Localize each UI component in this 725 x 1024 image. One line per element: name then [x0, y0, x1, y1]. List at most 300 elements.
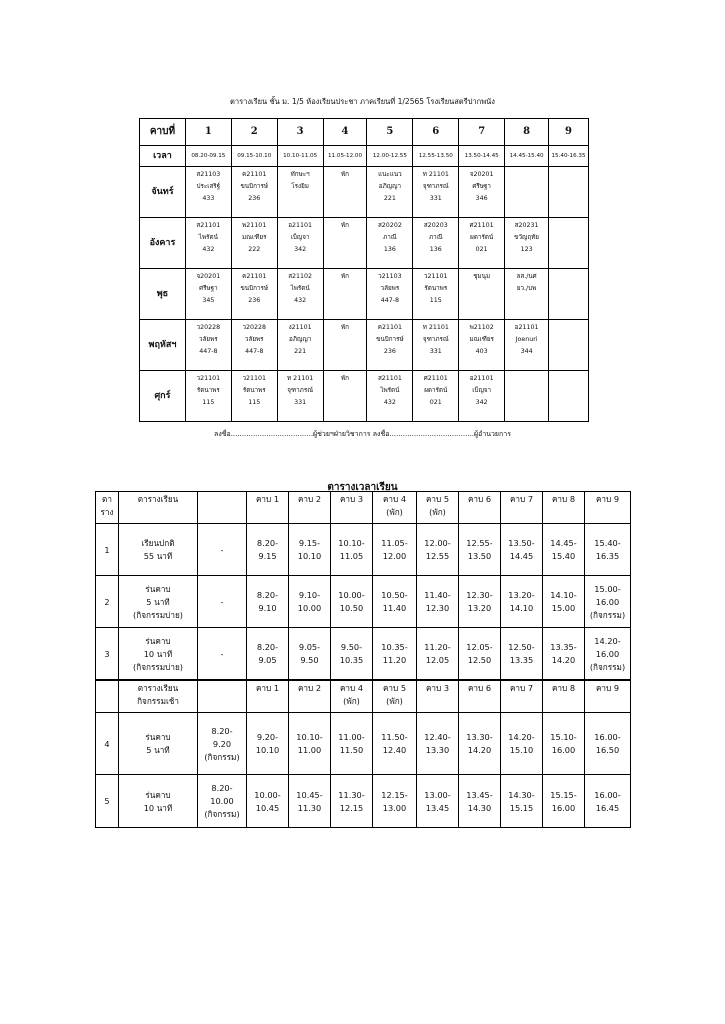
- time-cell-line: 8.20-: [256, 590, 279, 600]
- time-cell-line: 12.15-: [381, 789, 408, 800]
- class-cell-line: 331: [294, 399, 307, 406]
- time-cell: [459, 576, 501, 628]
- day-row: [140, 218, 589, 269]
- class-cell: [549, 269, 589, 320]
- time-cell: [501, 576, 543, 628]
- class-cell: [277, 218, 323, 269]
- class-cell: [323, 320, 367, 371]
- timetable-row: [96, 576, 631, 628]
- timetable-title: ตารางเวลาเรียน: [327, 482, 398, 493]
- time-cell: 12.55-13.50: [413, 146, 459, 167]
- class-cell-line: [505, 193, 548, 205]
- class-cell-line: [324, 334, 367, 346]
- class-cell-line: จุฑาภรณ์: [422, 336, 449, 343]
- time-cell-line: 15.40-: [594, 538, 621, 548]
- class-cell-line: [505, 181, 548, 193]
- time-cell-line: 16.00: [595, 596, 620, 607]
- row-name-line: ร่นคาบ: [145, 583, 171, 594]
- class-cell: [413, 371, 459, 422]
- timetable-row: [96, 775, 631, 828]
- class-cell-line: วลัยพร: [380, 285, 400, 292]
- timetable-header-row: [96, 492, 631, 524]
- row-name-line: 55 นาที: [143, 551, 173, 561]
- class-cell-line: จ20201: [196, 273, 221, 280]
- class-cell-line: 331: [429, 348, 442, 355]
- time-cell: [289, 628, 331, 681]
- class-cell-line: ไพรัตน์: [198, 234, 218, 241]
- header-cell-line: คาบ 4: [382, 494, 407, 504]
- time-cell-line: 14.10-: [550, 590, 577, 600]
- time-row: [140, 146, 589, 167]
- class-cell: [459, 167, 505, 218]
- class-cell-line: [549, 334, 588, 346]
- class-cell-line: 342: [475, 399, 488, 406]
- class-cell-line: [549, 346, 588, 358]
- time-cell: [373, 775, 417, 828]
- class-cell-line: วลัยพร: [199, 336, 218, 343]
- row-name-line: 5 นาที: [146, 596, 170, 607]
- class-cell-line: ทักษะฯ: [290, 171, 310, 178]
- time-cell: [331, 775, 373, 828]
- class-cell: [413, 218, 459, 269]
- class-cell-line: ท 21101: [422, 171, 449, 178]
- time-cell-line: 9.05-: [298, 642, 321, 652]
- class-cell: [459, 269, 505, 320]
- time-cell-line: 14.20-: [594, 635, 621, 646]
- time-cell-line: 14.20: [551, 655, 576, 665]
- class-cell: [549, 371, 589, 422]
- header-cell: [119, 680, 198, 713]
- class-cell-line: 433: [202, 195, 215, 202]
- class-cell-line: [549, 232, 588, 244]
- header-cell-line: ตารางเรียน: [137, 683, 179, 693]
- time-cell: [459, 775, 501, 828]
- class-cell: [185, 167, 231, 218]
- class-cell-line: 331: [429, 195, 442, 202]
- row-name: [119, 775, 198, 828]
- time-cell: [501, 775, 543, 828]
- time-cell-line: 13.30: [425, 745, 450, 755]
- class-cell-line: จุฑาภรณ์: [422, 183, 449, 190]
- time-cell: [417, 713, 459, 775]
- header-cell: [96, 680, 119, 713]
- time-cell-line: 8.20-: [256, 538, 279, 548]
- time-cell-line: 10.10-: [296, 732, 323, 742]
- class-cell-line: [549, 220, 588, 232]
- class-cell-line: โรงยิม: [291, 183, 309, 190]
- period-number: 6: [413, 119, 459, 146]
- class-cell-line: 222: [248, 246, 261, 253]
- class-cell-line: 432: [383, 399, 396, 406]
- time-cell-line: 12.40-: [424, 732, 451, 742]
- class-cell-line: ภาณี: [429, 234, 443, 241]
- time-cell: [501, 713, 543, 775]
- time-cell: 15.40-16.35: [549, 146, 589, 167]
- row-number: 5: [96, 775, 119, 828]
- class-cell-line: 221: [294, 348, 307, 355]
- time-cell-line: 14.45: [509, 551, 534, 561]
- class-cell-line: 115: [248, 399, 261, 406]
- class-cell-line: ลส./นศ: [516, 273, 537, 280]
- class-cell-line: [549, 397, 588, 409]
- class-cell-line: [505, 295, 548, 307]
- period-label: คาบที่: [140, 119, 186, 146]
- class-cell-line: จุฑาภรณ์: [287, 387, 314, 394]
- class-cell-line: [505, 397, 548, 409]
- row-number: 1: [96, 524, 119, 576]
- class-cell-line: 432: [294, 297, 307, 304]
- header-cell: คาบ 6: [459, 492, 501, 524]
- time-cell: [585, 713, 631, 775]
- time-label: เวลา: [140, 146, 186, 167]
- time-cell-line: 13.45-: [466, 789, 493, 800]
- row-name: [119, 713, 198, 775]
- timetable-header-row-2: [96, 680, 631, 713]
- class-cell: [459, 218, 505, 269]
- time-cell: [585, 628, 631, 681]
- class-cell-line: [549, 169, 588, 181]
- class-cell-line: [278, 193, 323, 205]
- header-cell-line: คาบ 5: [425, 494, 450, 504]
- class-cell-line: 236: [248, 195, 261, 202]
- header-cell-line: (พัก): [386, 696, 403, 706]
- time-cell-line: 11.40-: [424, 590, 451, 600]
- time-cell-line: 9.10: [258, 603, 277, 613]
- time-cell-line: 10.50: [339, 603, 364, 613]
- time-cell: [247, 628, 289, 681]
- day-name: ศุกร์: [140, 371, 186, 422]
- class-cell: [231, 320, 277, 371]
- time-cell-line: 16.00: [551, 745, 576, 755]
- time-cell-line: 16.00: [551, 802, 576, 813]
- class-cell-line: [549, 295, 588, 307]
- class-cell: [231, 218, 277, 269]
- header-cell: คาบ 9: [585, 492, 631, 524]
- class-cell-line: ส20203: [423, 222, 448, 229]
- class-cell: [277, 320, 323, 371]
- row-extra-line: (กิจกรรม): [204, 809, 240, 819]
- time-cell: [289, 713, 331, 775]
- class-cell-line: [324, 385, 367, 397]
- time-cell-line: 13.00: [382, 802, 407, 813]
- header-cell-line: (พัก): [429, 507, 446, 517]
- time-cell-line: 13.20: [467, 603, 492, 613]
- time-cell-line: 9.15: [258, 551, 277, 561]
- class-cell-line: [549, 193, 588, 205]
- class-cell-line: 021: [429, 399, 442, 406]
- class-cell-line: ว20228: [242, 324, 267, 331]
- class-cell-line: [505, 373, 548, 385]
- row-extra-line: 8.20-: [211, 725, 233, 736]
- class-cell-line: ว21103: [378, 273, 402, 280]
- header-cell: คาบ 7: [501, 680, 543, 713]
- class-cell: [549, 320, 589, 371]
- row-name-line: เรียนปกติ: [141, 538, 175, 548]
- time-cell-line: 11.20-: [424, 642, 451, 652]
- class-cell-line: จ20201: [469, 171, 494, 178]
- header-cell-line: คาบ 5: [382, 683, 407, 693]
- header-cell-line: ราง: [100, 507, 114, 517]
- time-cell-line: 16.00-: [594, 789, 621, 800]
- class-cell-line: ผดารัตน์: [424, 387, 448, 394]
- class-cell-line: ว21101: [242, 375, 267, 382]
- period-number: 4: [323, 119, 367, 146]
- time-cell-line: 11.05: [339, 551, 364, 561]
- day-row: [140, 320, 589, 371]
- time-cell-line: 10.00-: [338, 590, 365, 600]
- time-cell-line: 12.00: [382, 551, 407, 561]
- class-cell-line: 115: [202, 399, 215, 406]
- time-cell-line: 13.00-: [424, 789, 451, 800]
- time-cell-line: 10.10: [297, 551, 322, 561]
- class-cell-line: ค21101: [242, 171, 267, 178]
- header-cell: [373, 492, 417, 524]
- class-cell-line: ชุมนุม: [473, 273, 491, 280]
- class-cell-line: พัก: [341, 222, 349, 229]
- period-number: 5: [367, 119, 413, 146]
- row-extra: [198, 775, 247, 828]
- row-extra: -: [198, 576, 247, 628]
- class-cell: [367, 371, 413, 422]
- time-cell-line: 16.50: [595, 745, 620, 755]
- class-cell-line: มณเฑียร: [469, 336, 494, 343]
- time-cell: 09.15-10.10: [231, 146, 277, 167]
- class-cell-line: ขนบิการษ์: [240, 183, 268, 190]
- period-header-row: [140, 119, 589, 146]
- signature-line: ลงชื่อ.....................................ผู้ช่วยฯฝ่ายวิชาการ ลงชื่อ......................................ผู้อำนวยการ: [214, 430, 511, 438]
- time-cell-line: 16.00-: [594, 732, 621, 742]
- time-cell-line: 9.05: [258, 655, 277, 665]
- header-cell: คาบ 8: [543, 680, 585, 713]
- class-cell-line: ศรีษฐา: [199, 285, 218, 292]
- class-cell-line: [549, 244, 588, 256]
- time-cell-line: 9.50: [300, 655, 319, 665]
- class-cell-line: [324, 244, 367, 256]
- time-cell: [417, 576, 459, 628]
- time-cell: 08.20-09.15: [185, 146, 231, 167]
- row-extra-line: 8.20-: [211, 783, 233, 793]
- time-cell-line: 14.20-: [508, 732, 535, 742]
- class-cell-line: [324, 283, 367, 295]
- row-name-line: 10 นาที: [143, 648, 173, 659]
- class-cell: [505, 218, 549, 269]
- class-cell: [231, 167, 277, 218]
- period-number: 1: [185, 119, 231, 146]
- time-cell-line: 16.45: [595, 802, 620, 813]
- header-cell: คาบ 3: [417, 680, 459, 713]
- time-cell-line: 16.00: [595, 648, 620, 659]
- time-cell-line: 14.10: [509, 603, 534, 613]
- row-name-line: ร่นคาบ: [145, 789, 171, 800]
- class-cell-line: [549, 181, 588, 193]
- time-cell: [289, 775, 331, 828]
- time-cell-line: 10.10-: [338, 538, 365, 548]
- class-cell-line: ว21101: [424, 273, 448, 280]
- class-cell: [323, 269, 367, 320]
- class-cell: [413, 320, 459, 371]
- time-cell: [247, 775, 289, 828]
- time-cell-line: 9.20-: [256, 732, 279, 742]
- class-cell-line: พ21101: [242, 222, 267, 229]
- time-cell: [373, 576, 417, 628]
- time-cell-line: 12.55: [425, 551, 450, 561]
- class-cell-line: ว21101: [196, 375, 221, 382]
- time-cell-line: 10.35: [339, 655, 364, 665]
- header-cell-line: คาบ 4: [339, 683, 364, 693]
- class-cell: [323, 371, 367, 422]
- class-cell-line: ง21101: [288, 324, 312, 331]
- day-name: พุธ: [140, 269, 186, 320]
- class-cell-line: ศ21101: [469, 222, 494, 229]
- class-cell: [323, 218, 367, 269]
- time-cell-line: 10.00-: [254, 789, 281, 800]
- class-cell-line: 136: [383, 246, 396, 253]
- row-extra-line: 9.20: [212, 738, 232, 749]
- class-cell: [185, 371, 231, 422]
- class-cell-line: 447-8: [245, 348, 264, 355]
- class-cell-line: [549, 385, 588, 397]
- time-cell: [543, 524, 585, 576]
- class-cell-line: ส21102: [288, 273, 313, 280]
- period-number: 8: [505, 119, 549, 146]
- header-cell: คาบ 1: [247, 680, 289, 713]
- class-cell-line: [549, 373, 588, 385]
- row-extra: -: [198, 524, 247, 576]
- time-cell: 13.50-14.45: [459, 146, 505, 167]
- class-cell: [413, 269, 459, 320]
- class-cell-line: ค21101: [377, 324, 403, 331]
- time-cell: 12.00-12.55: [367, 146, 413, 167]
- time-cell-line: 14.30: [467, 802, 492, 813]
- time-cell: [543, 576, 585, 628]
- class-cell: [367, 320, 413, 371]
- time-cell-line: 9.15-: [298, 538, 321, 548]
- header-cell: [198, 680, 247, 713]
- time-cell-line: 10.45: [255, 802, 280, 813]
- period-time-table: [95, 491, 631, 828]
- time-cell: [543, 713, 585, 775]
- row-name-line: (กิจกรรมบ่าย): [133, 609, 183, 620]
- row-number: 2: [96, 576, 119, 628]
- class-cell: [185, 269, 231, 320]
- period-number: 2: [231, 119, 277, 146]
- time-cell-line: 12.30-: [466, 590, 493, 600]
- header-cell: [417, 492, 459, 524]
- time-cell-line: 11.00-: [338, 732, 365, 742]
- class-cell-line: Joenuri: [515, 336, 538, 343]
- class-cell-line: ส21103: [196, 171, 221, 178]
- header-cell: ตารางเรียน: [119, 492, 198, 524]
- class-cell-line: ว20228: [196, 324, 221, 331]
- class-cell: [367, 269, 413, 320]
- class-cell-line: ไพรัตน์: [290, 285, 310, 292]
- class-cell-line: ค21101: [242, 273, 267, 280]
- time-cell-line: 8.20-: [256, 642, 279, 652]
- header-cell-line: ตา: [102, 494, 112, 504]
- day-name: จันทร์: [140, 167, 186, 218]
- class-cell: [277, 167, 323, 218]
- time-cell-line: 10.45-: [296, 789, 323, 800]
- time-cell-line: 12.00-: [424, 538, 451, 548]
- row-name: [119, 576, 198, 628]
- class-cell-line: ประเสริฐ์: [196, 183, 221, 190]
- header-cell-line: (พัก): [386, 507, 403, 517]
- time-cell-line: 13.50-: [508, 538, 535, 548]
- time-cell: [585, 524, 631, 576]
- class-cell-line: 123: [520, 246, 533, 253]
- class-cell-line: อ21101: [469, 375, 494, 382]
- time-cell: [247, 713, 289, 775]
- class-schedule-table: [139, 118, 589, 422]
- time-cell-line: 14.45-: [550, 538, 577, 548]
- period-number: 9: [549, 119, 589, 146]
- class-cell-line: 115: [429, 297, 442, 304]
- time-cell-line: 15.00-: [594, 583, 621, 594]
- day-name: พฤหัสฯ: [140, 320, 186, 371]
- time-cell: [417, 775, 459, 828]
- timetable-row: [96, 628, 631, 681]
- time-cell-line: 11.20: [382, 655, 407, 665]
- time-cell-line: 11.30-: [338, 789, 365, 800]
- class-cell-line: [324, 295, 367, 307]
- class-cell-line: ส21101: [377, 375, 402, 382]
- class-cell-line: พัก: [341, 171, 349, 178]
- class-cell: [277, 269, 323, 320]
- row-extra: -: [198, 628, 247, 681]
- class-cell-line: เบ็ญจา: [290, 234, 310, 241]
- time-cell-line: 12.50-: [508, 642, 535, 652]
- header-cell: คาบ 1: [247, 492, 289, 524]
- header-cell: คาบ 7: [501, 492, 543, 524]
- class-cell-line: [324, 181, 367, 193]
- class-cell-line: รัตนาพร: [424, 285, 448, 292]
- time-cell-line: 15.00: [551, 603, 576, 613]
- row-name-line: 5 นาที: [146, 745, 170, 755]
- class-cell: [367, 167, 413, 218]
- time-cell: [417, 628, 459, 681]
- header-cell: [373, 680, 417, 713]
- class-cell-line: ส20202: [377, 222, 402, 229]
- time-cell: 10.10-11.05: [277, 146, 323, 167]
- time-cell-line: 11.30: [297, 802, 322, 813]
- class-cell-line: ยว./บพ: [516, 285, 537, 292]
- time-cell: [543, 628, 585, 681]
- class-cell-line: อ21101: [514, 324, 539, 331]
- time-cell-line: 12.05: [425, 655, 450, 665]
- class-cell-line: ส21101: [196, 222, 221, 229]
- row-extra-line: (กิจกรรม): [204, 751, 240, 762]
- class-cell-line: ผดารัตน์: [470, 234, 494, 241]
- class-cell-line: อ21101: [288, 222, 313, 229]
- time-cell-line: 13.20-: [508, 590, 535, 600]
- class-cell-line: อภิญญา: [378, 183, 401, 190]
- class-cell-line: ท 21101: [287, 375, 314, 382]
- header-cell: คาบ 3: [331, 492, 373, 524]
- time-cell: [459, 713, 501, 775]
- time-cell-line: 16.35: [595, 551, 620, 561]
- time-cell: [331, 628, 373, 681]
- time-cell-line: 9.10-: [298, 590, 321, 600]
- time-cell-line: 15.10: [509, 745, 534, 755]
- class-cell-line: พัก: [341, 273, 349, 280]
- time-cell: [585, 576, 631, 628]
- class-cell-line: แนะแนว: [378, 171, 402, 178]
- time-cell: [459, 524, 501, 576]
- class-cell-line: [324, 397, 367, 409]
- class-cell: [231, 269, 277, 320]
- class-cell-line: ไพรัตน์: [380, 387, 400, 394]
- time-cell-line: 12.05-: [466, 642, 493, 652]
